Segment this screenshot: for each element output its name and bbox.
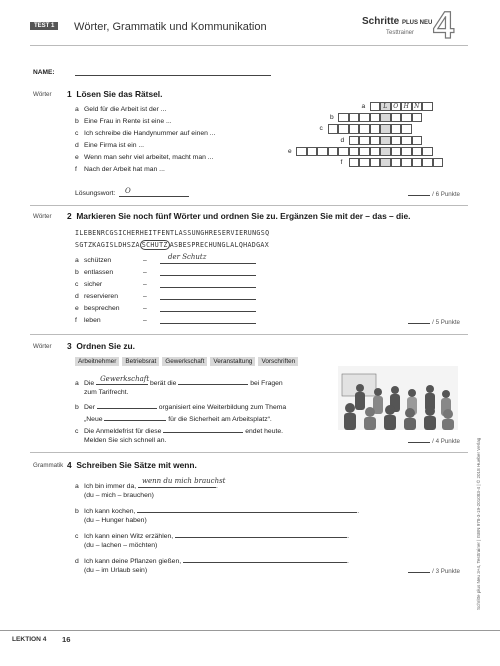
chip-betriebsrat: Betriebsrat (122, 357, 159, 366)
crossword-cell[interactable] (401, 124, 412, 133)
chip-veranstaltung: Veranstaltung (210, 357, 255, 366)
crossword-cell[interactable] (433, 158, 444, 167)
s4-hint-c: (du – lachen – möchten) (84, 542, 158, 549)
crossword-cell[interactable] (412, 113, 423, 122)
s3-field-b[interactable] (97, 401, 157, 409)
section1-number: 1 (67, 89, 72, 99)
section2-points: / 5 Punkte (408, 319, 460, 326)
crossword-cell[interactable] (359, 136, 370, 145)
section4-label: Grammatik (33, 462, 64, 469)
crossword-row-label: c (319, 125, 323, 133)
footer-divider (0, 630, 500, 631)
s2-answer-field-f[interactable] (160, 316, 256, 324)
crossword-cell[interactable] (359, 113, 370, 122)
brand-subtitle: Testtrainer (386, 30, 415, 36)
s3-answer-a: Gewerkschaft (100, 375, 150, 383)
crossword-cell[interactable] (359, 147, 370, 156)
s4-item-a: a Ich bin immer da, wenn du mich brauchst . (75, 477, 226, 490)
chip-vorschriften: Vorschriften (258, 357, 298, 366)
crossword-cell[interactable] (338, 113, 349, 122)
brand-suffix: PLUS NEU (402, 20, 433, 26)
section3-title (67, 341, 135, 351)
name-label: NAME: (33, 69, 55, 76)
s1-item-d: d Eine Firma ist ein ... (75, 142, 145, 149)
chip-gewerkschaft: Gewerkschaft (162, 357, 207, 366)
crossword-cell[interactable] (422, 158, 433, 167)
crossword-cell[interactable]: O (391, 102, 402, 111)
s3-item-a-line2: zum Tarifrecht. (84, 389, 129, 396)
solution-value: O (125, 187, 131, 195)
section3-number: 3 (67, 341, 72, 351)
section1-title (67, 89, 162, 99)
section2-title (67, 211, 410, 221)
crossword-cell[interactable] (349, 147, 360, 156)
crossword-cell[interactable] (401, 158, 412, 167)
section1-divider (30, 205, 468, 206)
crossword-row-label: a (361, 103, 366, 110)
crossword-cell[interactable] (391, 158, 402, 167)
section4-points: / 3 Punkte (408, 568, 460, 575)
crossword-cell[interactable] (328, 147, 339, 156)
header (0, 0, 500, 48)
crossword-cell[interactable] (359, 124, 370, 133)
crossword-row-label: f (340, 159, 343, 166)
crossword-cell[interactable] (401, 113, 412, 122)
s3-field-c[interactable] (163, 425, 243, 433)
crossword-cell[interactable] (370, 158, 381, 167)
s1-item-f: f Nach der Arbeit hat man ... (75, 166, 165, 173)
s2-dash-c: – (143, 281, 147, 288)
crossword-cell[interactable]: H (401, 102, 412, 111)
chip-arbeitnehmer: Arbeitnehmer (75, 357, 119, 366)
section2-label: Wörter (33, 213, 52, 220)
name-field[interactable] (75, 68, 271, 76)
s2-answer-field-c[interactable] (160, 280, 256, 288)
s1-item-a: a Geld für die Arbeit ist der ... (75, 106, 167, 113)
s2-answer-field-b[interactable] (160, 268, 256, 276)
section2-title-text: Markieren Sie noch fünf Wörter und ordnen Sie zu. Ergänzen Sie mit der – das – die. (76, 211, 411, 221)
s3-item-c-line2: Melden Sie sich schnell an. (84, 437, 167, 444)
side-copyright: Schritte plus Neu 3+4, Testtrainer | ISBN 978-3-19-201083-4 | © 2018 Hueber Verlag (476, 437, 481, 610)
s4-field-d[interactable] (183, 555, 347, 563)
s2-item-d: d reservieren (75, 293, 118, 300)
section4-title-text: Schreiben Sie Sätze mit wenn. (76, 460, 197, 470)
crossword-cell[interactable] (359, 158, 370, 167)
meeting-illustration (338, 366, 458, 430)
crossword-row-label: e (288, 147, 292, 155)
brand-name: Schritte (362, 16, 400, 27)
s3-field-a[interactable] (96, 377, 148, 385)
crossword-solution-cell[interactable]: L (380, 102, 391, 111)
s2-item-b: b entlassen (75, 269, 114, 276)
crossword-row-label: d (340, 136, 345, 144)
s3-item-b: b Der organisiert eine Weiterbildung zum Thema (75, 401, 286, 411)
s4-item-c: c Ich kann einen Witz erzählen, . (75, 530, 349, 540)
crossword-cell[interactable] (349, 158, 360, 167)
crossword-solution-cell[interactable] (380, 124, 391, 133)
crossword-solution-cell[interactable] (380, 113, 391, 122)
crossword-cell[interactable] (422, 102, 433, 111)
section4-title (67, 460, 197, 470)
header-divider (30, 45, 468, 46)
crossword-cell[interactable] (412, 158, 423, 167)
s2-dash-a: – (143, 257, 147, 264)
page-number: 16 (62, 635, 71, 644)
solution-label: Lösungswort: (75, 190, 116, 197)
crossword-solution-cell[interactable] (380, 147, 391, 156)
footer-lesson: LEKTION 4 (12, 636, 47, 643)
crossword-cell[interactable] (391, 136, 402, 145)
s3-item-c: c Die Anmeldefrist für diese endet heute. (75, 425, 283, 435)
crossword-cell[interactable] (401, 136, 412, 145)
s2-item-a: a schützen (75, 257, 112, 264)
crossword-cell[interactable] (317, 147, 328, 156)
s4-hint-b: (du – Hunger haben) (84, 517, 147, 524)
s2-dash-b: – (143, 269, 147, 276)
letter-strip-1: ILEBENRCGSICHERHEITFENTLASSUNGHRESERVIERUNGSQ (75, 229, 270, 237)
section2-divider (30, 334, 468, 335)
test-badge: TEST 1 (30, 22, 58, 30)
crossword-cell[interactable] (349, 136, 360, 145)
crossword-cell[interactable] (296, 147, 307, 156)
crossword-cell[interactable] (338, 147, 349, 156)
s2-dash-e: – (143, 305, 147, 312)
s1-item-c: c Ich schreibe die Handynummer auf einen ... (75, 130, 216, 137)
crossword-cell[interactable] (307, 147, 318, 156)
section1-title-text: Lösen Sie das Rätsel. (76, 89, 163, 99)
crossword-cell[interactable] (370, 147, 381, 156)
crossword-cell[interactable] (391, 113, 402, 122)
crossword-cell[interactable] (349, 113, 360, 122)
crossword-cell[interactable]: N (412, 102, 423, 111)
section4-number: 4 (67, 460, 72, 470)
s4-hint-a: (du – mich – brauchen) (84, 492, 154, 499)
crossword-cell[interactable] (349, 124, 360, 133)
crossword-cell[interactable] (370, 136, 381, 145)
s3-field-b2[interactable] (104, 413, 166, 421)
s4-field-b[interactable] (137, 505, 357, 513)
s2-dash-d: – (143, 293, 147, 300)
brand-logo-text (362, 16, 432, 27)
s4-field-a[interactable] (138, 477, 226, 488)
section3-title-text: Ordnen Sie zu. (76, 341, 135, 351)
circled-word: SCHUTZ (141, 241, 168, 249)
volume-number: 4 (433, 5, 455, 47)
s2-answer-a: der Schutz (168, 253, 207, 261)
s4-item-b: b Ich kann kochen, . (75, 505, 359, 515)
s2-item-c: c sicher (75, 281, 103, 288)
crossword-row-label: b (330, 114, 334, 122)
s2-item-f: f leben (75, 317, 101, 324)
s2-item-e: e besprechen (75, 305, 120, 312)
section2-number: 2 (67, 211, 72, 221)
crossword-cell[interactable] (412, 136, 423, 145)
s3-field-a2[interactable] (178, 377, 248, 385)
s4-item-d: d Ich kann deine Pflanzen gießen, . (75, 555, 349, 565)
s1-item-e: e Wenn man sehr viel arbeitet, macht man ... (75, 154, 214, 161)
crossword-cell[interactable] (391, 124, 402, 133)
s2-dash-f: – (143, 317, 147, 324)
section3-divider (30, 452, 468, 453)
s2-answer-field-e[interactable] (160, 304, 256, 312)
s4-answer-a: wenn du mich brauchst (142, 477, 226, 485)
section3-points: / 4 Punkte (408, 438, 460, 445)
s1-item-b: b Eine Frau in Rente ist eine ... (75, 118, 172, 125)
crossword-cell[interactable] (370, 113, 381, 122)
crossword-solution-cell[interactable] (380, 136, 391, 145)
section3-label: Wörter (33, 343, 52, 350)
section1-label: Wörter (33, 91, 52, 98)
crossword-cell[interactable] (401, 147, 412, 156)
page-title: Wörter, Grammatik und Kommunikation (74, 21, 267, 33)
section1-points: / 6 Punkte (408, 191, 460, 198)
crossword-cell[interactable] (422, 147, 433, 156)
crossword-solution-cell[interactable] (380, 158, 391, 167)
s3-item-a: a Die Gewerkschaft berät die bei Fragen (75, 375, 283, 387)
crossword-cell[interactable] (338, 124, 349, 133)
s3-item-b-line2: „Neue für die Sicherheit am Arbeitsplatz“. (84, 413, 272, 423)
crossword-cell[interactable] (391, 147, 402, 156)
crossword-cell[interactable] (328, 124, 339, 133)
crossword-cell[interactable] (370, 124, 381, 133)
crossword-cell[interactable] (370, 102, 381, 111)
word-bank (75, 356, 301, 366)
crossword-cell[interactable] (412, 147, 423, 156)
s4-hint-d: (du – im Urlaub sein) (84, 567, 148, 574)
s2-answer-field-d[interactable] (160, 292, 256, 300)
letter-strip-2: SGTZKAGISLDHSZA SCHUTZ ASBESPRECHUNGLALQHADGAX (75, 241, 270, 249)
s4-field-c[interactable] (175, 530, 347, 538)
